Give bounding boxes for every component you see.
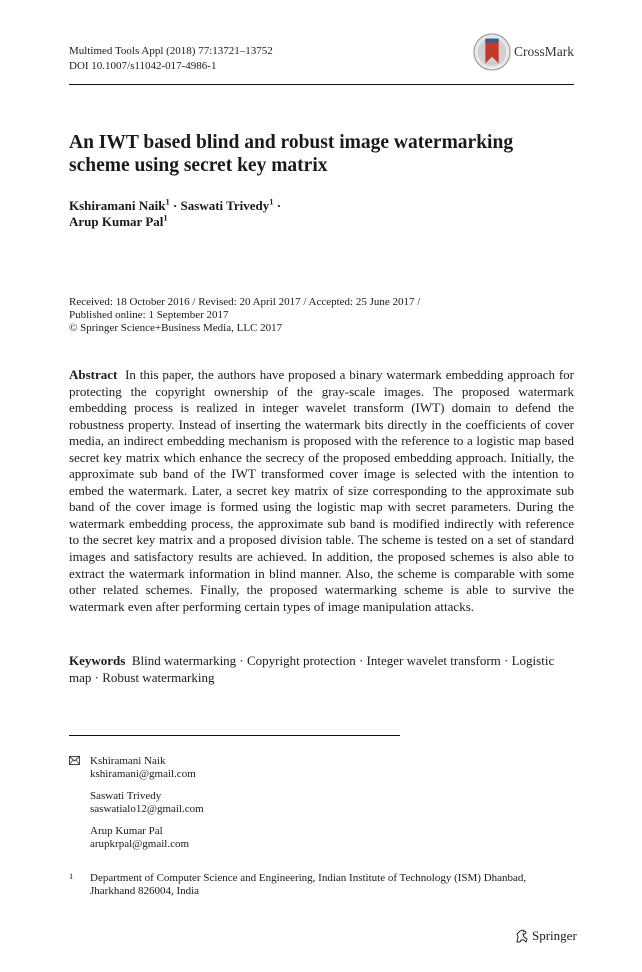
page-header	[69, 44, 574, 84]
author-list: Kshiramani Naik$^1$ · Saswati Trivedy$^1$ · Arup Kumar Pal$^1$	[69, 196, 282, 229]
contact-email[interactable]: kshiramani@gmail.com	[90, 768, 196, 780]
author-affil-marker: 1	[163, 212, 168, 223]
doi[interactable]: DOI 10.1007/s11042-017-4986-1	[69, 60, 217, 72]
springer-horse-icon	[514, 928, 530, 944]
contact-name: Arup Kumar Pal	[90, 825, 163, 837]
dates-received-revised-accepted: Received: 18 October 2016 / Revised: 20 April 2017 / Accepted: 25 June 2017 /	[69, 296, 421, 308]
author-name[interactable]: Saswati Trivedy	[180, 198, 270, 213]
contact-entry	[90, 825, 189, 851]
abstract-text: In this paper, the authors have proposed a binary watermark embedding approach for protecting the copyright ownership of the gray-scale images. The proposed watermark embedding process is realized in integer wavelet transform (IWT) domain to defend the robustness property. Instead of inserting the watermark bits directly in the coefficients of cover media, an indirect embedding mechanism is proposed with the reference to a logistic map based secret key matrix which enhance the secrecy of the proposed embedding approach. Initially, the approximate sub band of the IWT transformed cover image is selected with the intention to embed the watermark. Later, a secret key matrix of size corresponding to the approximate sub band of the cover image is formed using the logistic map with secret parameters. During the watermark embedding process, the approximate sub band is modified indirectly with reference to the secret key matrix and a proposed division table. The scheme is tested on a set of standard images and satisfactory results are achieved. In addition, the proposed schemes is also able to extract the watermark information in blind manner. Also, the scheme is comparable with some other related schemes. Finally, the proposed watermarking scheme is able to survive the watermark even after performing certain types of image manipulation attacks.	[69, 367, 574, 614]
journal-reference: Multimed Tools Appl (2018) 77:13721–13752	[69, 45, 273, 57]
author-affil-marker: 1	[269, 196, 274, 207]
contact-entry	[90, 790, 204, 816]
title-line-2: scheme using secret key matrix	[69, 155, 328, 176]
contact-entry	[90, 755, 196, 781]
abstract	[69, 367, 574, 615]
publisher-logo	[514, 927, 577, 945]
footnote-rule	[69, 735, 400, 736]
contact-email[interactable]: saswatialo12@gmail.com	[90, 803, 204, 815]
author-affil-marker: 1	[165, 196, 170, 207]
copyright-notice: © Springer Science+Business Media, LLC 2017	[69, 322, 283, 334]
affiliation-text: Department of Computer Science and Engineering, Indian Institute of Technology (ISM) Dhanbad, Jharkhand 826004, India	[90, 872, 527, 897]
abstract-label: Abstract	[69, 367, 118, 382]
crossmark-label: CrossMark	[514, 44, 574, 59]
publication-history	[69, 296, 574, 335]
crossmark-badge[interactable]	[473, 31, 574, 73]
article-title	[69, 131, 539, 177]
affiliation-number: 1	[69, 871, 74, 881]
contact-name: Saswati Trivedy	[90, 790, 162, 802]
contact-name: Kshiramani Naik	[90, 755, 166, 767]
contact-email[interactable]: arupkrpal@gmail.com	[90, 838, 190, 850]
author-name[interactable]: Arup Kumar Pal	[69, 214, 164, 229]
title-line-1: An IWT based blind and robust image watermarking	[69, 132, 514, 153]
dates-published-online: Published online: 1 September 2017	[69, 309, 229, 321]
keywords-label: Keywords	[69, 653, 126, 668]
publisher-label: Springer	[532, 928, 577, 943]
author-name[interactable]: Kshiramani Naik	[69, 198, 166, 213]
keywords-text: Blind watermarking · Copyright protection · Integer wavelet transform · Logistic map · Robust watermarking	[69, 653, 555, 685]
crossmark-icon	[473, 33, 511, 71]
mail-icon	[69, 756, 80, 765]
keywords	[69, 653, 574, 686]
header-rule	[69, 84, 574, 85]
